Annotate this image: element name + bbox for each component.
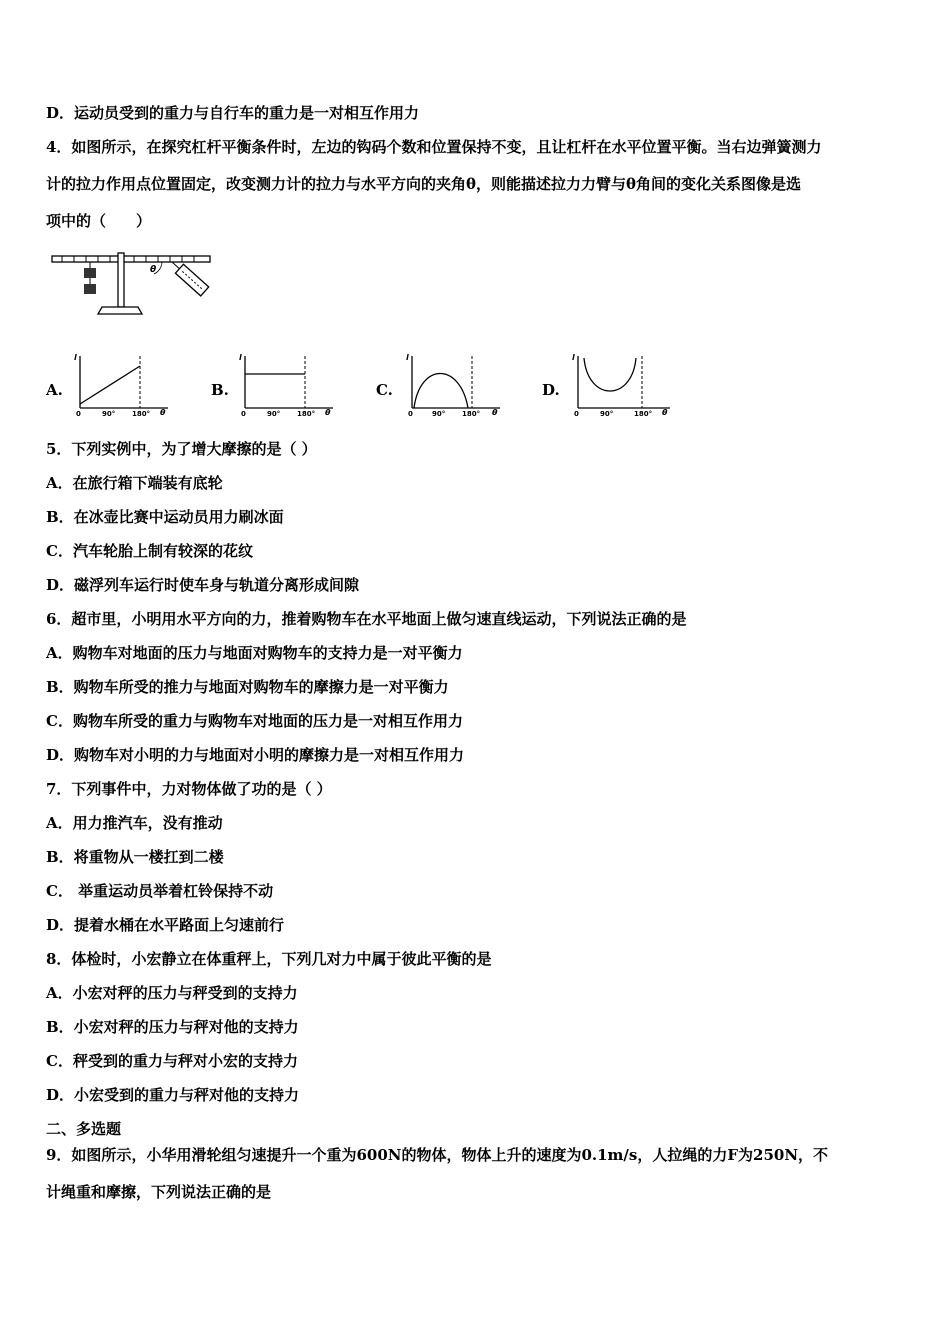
q8-option-b: B．小宏对秤的压力与秤对他的支持力	[46, 1018, 299, 1036]
q5-text: 5．下列实例中，为了增大摩擦的是（ ）	[46, 440, 317, 458]
q6-option-b: B．购物车所受的推力与地面对购物车的摩擦力是一对平衡力	[46, 678, 449, 696]
option-c-letter: C.	[376, 381, 393, 399]
svg-text:0: 0	[408, 410, 413, 418]
q6-option-a: A．购物车对地面的压力与地面对购物车的支持力是一对平衡力	[46, 644, 463, 662]
q8-option-a: A．小宏对秤的压力与秤受到的支持力	[46, 984, 298, 1002]
q5-option-d: D．磁浮列车运行时使车身与轨道分离形成间隙	[46, 576, 360, 594]
option-d-letter: D.	[542, 381, 560, 399]
svg-text:θ: θ	[325, 408, 331, 417]
q4-text-2: 计的拉力作用点位置固定，改变测力计的拉力与水平方向的夹角θ，则能描述拉力力臂与θ角间的变化关系图像是选	[46, 175, 802, 193]
q8-option-d: D．小宏受到的重力与秤对他的支持力	[46, 1086, 300, 1104]
svg-text:θ: θ	[160, 408, 166, 417]
svg-text:l: l	[572, 353, 575, 362]
q6-option-c: C．购物车所受的重力与购物车对地面的压力是一对相互作用力	[46, 712, 463, 730]
svg-text:0: 0	[241, 410, 246, 418]
svg-text:180°: 180°	[462, 410, 481, 418]
q8-text: 8．体检时，小宏静立在体重秤上，下列几对力中属于彼此平衡的是	[46, 950, 492, 968]
option-a-letter: A.	[46, 381, 63, 399]
q5-option-a: A．在旅行箱下端装有底轮	[46, 474, 223, 492]
svg-text:90°: 90°	[102, 410, 116, 418]
q6-option-d: D．购物车对小明的力与地面对小明的摩擦力是一对相互作用力	[46, 746, 465, 764]
svg-text:θ: θ	[492, 408, 498, 417]
svg-text:180°: 180°	[132, 410, 151, 418]
q4-text-3: 项中的（ ）	[46, 212, 152, 230]
graph-d	[570, 352, 674, 420]
svg-text:90°: 90°	[432, 410, 446, 418]
q5-option-c: C．汽车轮胎上制有较深的花纹	[46, 542, 253, 560]
svg-text:l: l	[406, 353, 409, 362]
svg-text:180°: 180°	[634, 410, 653, 418]
q3-option-d: D．运动员受到的重力与自行车的重力是一对相互作用力	[46, 104, 420, 122]
svg-text:l: l	[74, 353, 77, 362]
svg-text:0: 0	[574, 410, 579, 418]
svg-text:90°: 90°	[267, 410, 281, 418]
q6-text: 6．超市里，小明用水平方向的力，推着购物车在水平地面上做匀速直线运动，下列说法正确的是	[46, 610, 687, 628]
q7-text: 7．下列事件中，力对物体做了功的是（ ）	[46, 780, 332, 798]
lever-theta-label: θ	[150, 265, 157, 275]
svg-text:θ: θ	[662, 408, 668, 417]
q7-option-d: D．提着水桶在水平路面上匀速前行	[46, 916, 285, 934]
graph-c	[404, 352, 504, 420]
svg-text:90°: 90°	[600, 410, 614, 418]
q8-option-c: C．秤受到的重力与秤对小宏的支持力	[46, 1052, 298, 1070]
option-b-letter: B.	[211, 381, 229, 399]
q5-option-b: B．在冰壶比赛中运动员用力刷冰面	[46, 508, 284, 526]
svg-text:180°: 180°	[297, 410, 316, 418]
lever-figure	[50, 250, 212, 318]
q4-text-1: 4．如图所示，在探究杠杆平衡条件时，左边的钩码个数和位置保持不变，且让杠杆在水平位置平衡。当右边弹簧测力	[46, 138, 822, 156]
q7-option-b: B．将重物从一楼扛到二楼	[46, 848, 224, 866]
q7-option-a: A．用力推汽车，没有推动	[46, 814, 223, 832]
q7-option-c: C． 举重运动员举着杠铃保持不动	[46, 882, 274, 900]
q9-text-2: 计绳重和摩擦，下列说法正确的是	[46, 1183, 272, 1201]
q9-text-1: 9．如图所示，小华用滑轮组匀速提升一个重为600N的物体，物体上升的速度为0.1m/s，人拉绳的力F为250N，不	[46, 1146, 829, 1164]
section-heading: 二、多选题	[46, 1120, 122, 1138]
svg-text:0: 0	[76, 410, 81, 418]
graph-b	[237, 352, 337, 420]
graph-a	[72, 352, 172, 420]
svg-text:l: l	[239, 353, 242, 362]
